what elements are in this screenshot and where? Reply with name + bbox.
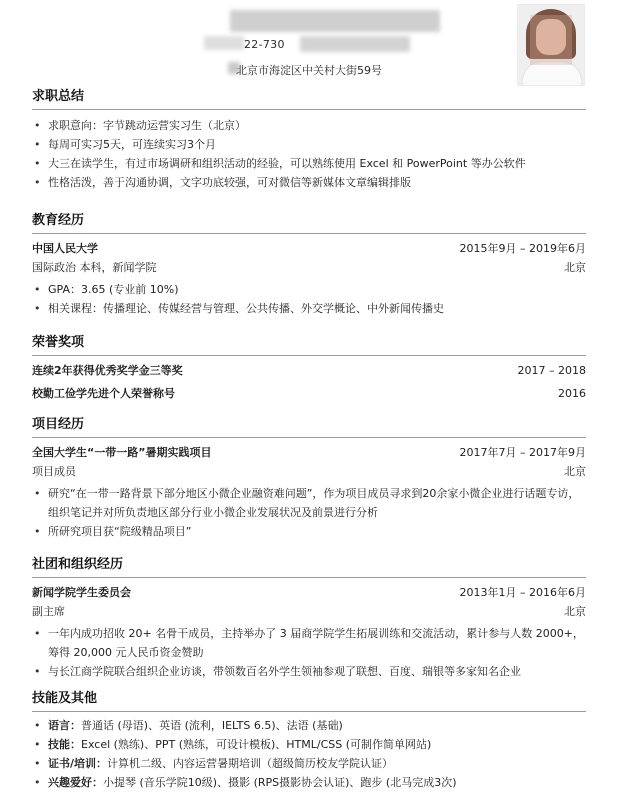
divider bbox=[32, 233, 586, 234]
list-item: • GPA：3.65 (专业前 10%) bbox=[32, 280, 586, 299]
summary-section bbox=[32, 88, 586, 192]
section-title: 技能及其他 bbox=[32, 691, 98, 706]
honor-date: 2016 bbox=[558, 387, 586, 400]
resume-header bbox=[0, 0, 617, 88]
divider bbox=[32, 711, 586, 712]
skills-section bbox=[32, 690, 586, 792]
project-header-row bbox=[32, 443, 586, 462]
skill-text: 计算机二级、内容运营暑期培训（超级简历校友学院认证） bbox=[107, 757, 394, 770]
list-item: • 一年内成功招收 20+ 名骨干成员，主持举办了 3 届商学院学生拓展训练和交流活动，累计参与人数 2000+，筹得 20,000 元人民币资金赞助 bbox=[32, 624, 586, 662]
honor-name: 连续2年获得优秀奖学金三等奖 bbox=[32, 364, 183, 377]
section-title: 社团和组织经历 bbox=[32, 557, 124, 572]
school-name: 中国人民大学 bbox=[32, 242, 98, 255]
list-item bbox=[32, 735, 586, 754]
education-section bbox=[32, 212, 586, 318]
project-detail-row bbox=[32, 462, 586, 481]
list-item bbox=[32, 754, 586, 773]
education-location: 北京 bbox=[564, 261, 586, 274]
section-title: 求职总结 bbox=[32, 89, 85, 104]
education-header-row bbox=[32, 239, 586, 258]
project-date: 2017年7月 – 2017年9月 bbox=[459, 446, 586, 459]
honor-name: 校勤工俭学先进个人荣誉称号 bbox=[32, 387, 175, 400]
project-location: 北京 bbox=[564, 465, 586, 478]
section-title: 荣誉奖项 bbox=[32, 335, 85, 350]
address: 北京市海淀区中关村大街59号 bbox=[236, 64, 382, 77]
divider bbox=[32, 109, 586, 110]
honors-section bbox=[32, 334, 586, 403]
education-date: 2015年9月 – 2019年6月 bbox=[459, 242, 586, 255]
section-title: 教育经历 bbox=[32, 213, 85, 228]
list-item: • 性格活泼，善于沟通协调，文字功底较强，可对微信等新媒体文章编辑排版 bbox=[32, 173, 586, 192]
divider bbox=[32, 355, 586, 356]
skill-text: Excel (熟练)、PPT (熟练，可设计模板)、HTML/CSS (可制作简单网站) bbox=[81, 738, 432, 751]
skill-label: 语言： bbox=[48, 719, 81, 732]
skill-text: 小提琴 (音乐学院10级)、摄影 (RPS摄影协会认证)、跑步 (北马完成3次) bbox=[103, 776, 457, 789]
education-detail-row bbox=[32, 258, 586, 277]
organization-location: 北京 bbox=[564, 605, 586, 618]
honor-date: 2017 – 2018 bbox=[517, 364, 586, 377]
skill-label: 证书/培训： bbox=[48, 757, 108, 770]
phone-number: 22-730 bbox=[244, 38, 285, 51]
profile-photo bbox=[517, 4, 585, 86]
list-item: • 研究“在一带一路背景下部分地区小微企业融资难问题”，作为项目成员寻求到20余家小微企业进行话题专访，组织笔记并对所负责地区部分行业小微企业发展状况及前景进行分析 bbox=[32, 484, 586, 522]
organization-role: 副主席 bbox=[32, 605, 65, 618]
organization-list bbox=[32, 624, 586, 681]
divider bbox=[32, 577, 586, 578]
project-name: 全国大学生“一带一路”暑期实践项目 bbox=[32, 446, 212, 459]
skill-label: 兴趣爱好： bbox=[48, 776, 103, 789]
organizations-section bbox=[32, 556, 586, 681]
redacted-block bbox=[204, 36, 244, 50]
honor-row bbox=[32, 361, 586, 380]
list-item: • 每周可实习5天，可连续实习3个月 bbox=[32, 135, 586, 154]
major: 国际政治 本科，新闻学院 bbox=[32, 261, 157, 274]
education-list bbox=[32, 280, 586, 318]
list-item: • 大三在读学生，有过市场调研和组织活动的经验，可以熟练使用 Excel 和 PowerPoint 等办公软件 bbox=[32, 154, 586, 173]
divider bbox=[32, 437, 586, 438]
redacted-name bbox=[230, 10, 440, 32]
projects-section bbox=[32, 416, 586, 541]
project-list bbox=[32, 484, 586, 541]
honor-row bbox=[32, 384, 586, 403]
list-item: • 求职意向：字节跳动运营实习生（北京） bbox=[32, 116, 586, 135]
organization-name: 新闻学院学生委员会 bbox=[32, 586, 131, 599]
list-item bbox=[32, 716, 586, 735]
redacted-email bbox=[300, 36, 410, 52]
list-item bbox=[32, 773, 586, 792]
skills-list bbox=[32, 716, 586, 792]
organization-header-row bbox=[32, 583, 586, 602]
list-item: • 与长江商学院联合组织企业访谈，带领数百名外学生领袖参观了联想、百度、瑞银等多家知名企业 bbox=[32, 662, 586, 681]
skill-text: 普通话 (母语)、英语 (流利，IELTS 6.5)、法语 (基础) bbox=[81, 719, 343, 732]
section-title: 项目经历 bbox=[32, 417, 85, 432]
organization-date: 2013年1月 – 2016年6月 bbox=[459, 586, 586, 599]
list-item: • 相关课程：传播理论、传媒经营与管理、公共传播、外交学概论、中外新闻传播史 bbox=[32, 299, 586, 318]
organization-detail-row bbox=[32, 602, 586, 621]
summary-list bbox=[32, 116, 586, 192]
list-item: • 所研究项目获“院级精品项目” bbox=[32, 522, 586, 541]
skill-label: 技能： bbox=[48, 738, 81, 751]
project-role: 项目成员 bbox=[32, 465, 76, 478]
